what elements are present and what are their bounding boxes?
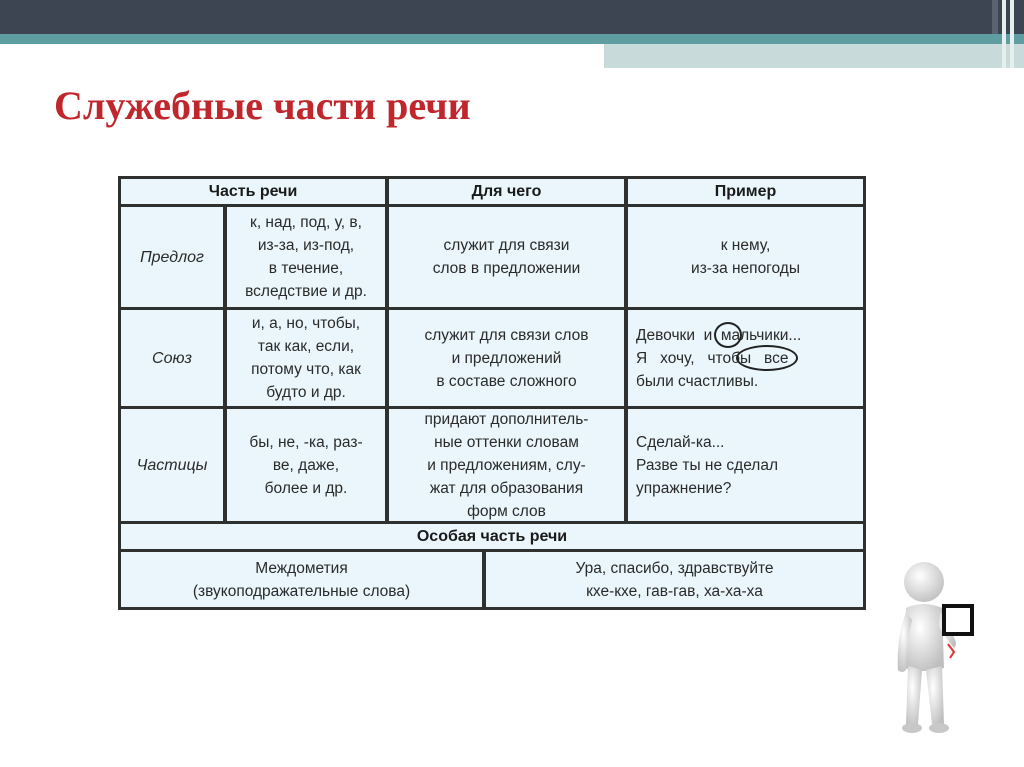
row-example-conjunction: Девочки и мальчики... Я хочу, чтобы все были счастливы.	[628, 310, 863, 406]
row-words-preposition: к, над, под, у, в, из-за, из-под, в течение, вследствие и др.	[227, 207, 385, 307]
table-header-part: Часть речи	[121, 179, 385, 204]
interjections-name: Междометия (звукоподражательные слова)	[121, 552, 482, 607]
slide-title: Служебные части речи	[54, 83, 471, 128]
table-header-purpose: Для чего	[389, 179, 624, 204]
header-band-stripe	[1010, 0, 1014, 68]
row-purpose-preposition: служит для связи слов в предложении	[389, 207, 624, 307]
header-band-right	[604, 44, 1024, 68]
row-name-preposition: Предлог	[121, 207, 223, 307]
row-words-particles: бы, не, -ка, раз- ве, даже, более и др.	[227, 409, 385, 521]
row-example-preposition: к нему, из-за непогоды	[628, 207, 863, 307]
row-name-conjunction: Союз	[121, 310, 223, 406]
interjections-example: Ура, спасибо, здравствуйте кхе-кхе, гав-гав, ха-ха-ха	[486, 552, 863, 607]
header-band-stripe	[1002, 0, 1006, 68]
header-band-teal	[0, 34, 1024, 44]
row-words-conjunction: и, а, но, чтобы, так как, если, потому что, как будто и др.	[227, 310, 385, 406]
row-purpose-conjunction: служит для связи слов и предложений в составе сложного	[389, 310, 624, 406]
circle-mark-i	[714, 322, 742, 348]
parts-of-speech-table	[118, 176, 866, 610]
table-header-example: Пример	[628, 179, 863, 204]
person-with-sign-icon	[884, 560, 994, 740]
row-example-particles: Сделай-ка... Разве ты не сделал упражнение?	[628, 409, 863, 521]
circle-mark-chtoby	[736, 345, 798, 371]
row-purpose-particles: придают дополнитель- ные оттенки словам и предложениям, слу- жат для образования форм слов	[389, 409, 624, 521]
row-name-particles: Частицы	[121, 409, 223, 521]
special-header: Особая часть речи	[121, 524, 863, 549]
header-band-dark-edge	[992, 0, 998, 34]
header-band-dark	[0, 0, 1024, 34]
